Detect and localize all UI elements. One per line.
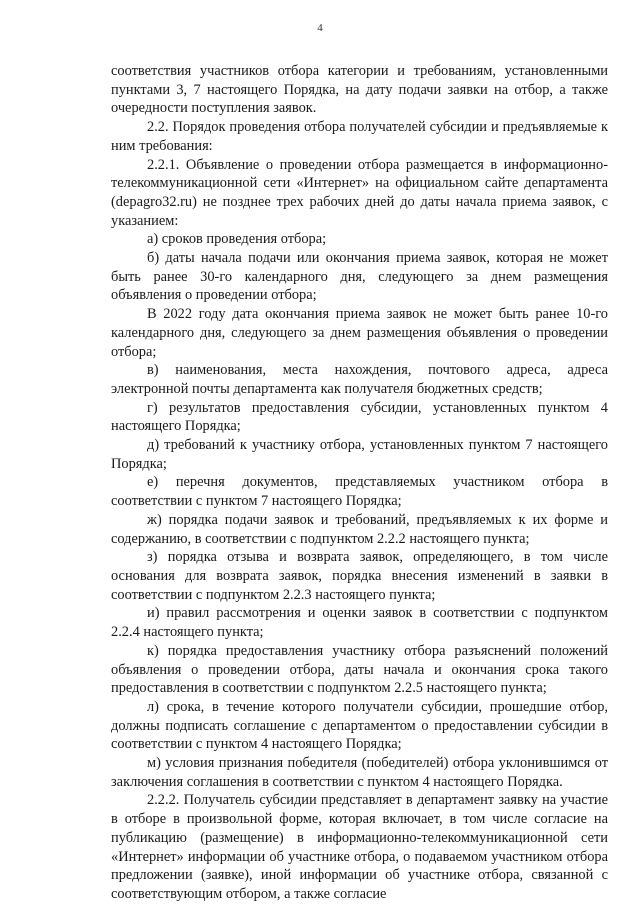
document-body — [111, 62, 608, 904]
paragraph-2-2-1: 2.2.1. Объявление о проведении отбора размещается в информационно-телекоммуникационной сети «Интернет» на официальном сайте департамента (depagro32.ru) не позднее трех рабочих дней до даты начала приема заявок, с указанием: — [111, 156, 608, 229]
list-item-m: м) условия признания победителя (победителей) отбора уклонившимся от заключения соглашения в соответствии с пунктом 4 настоящего Порядка. — [111, 755, 608, 790]
list-item-k: к) порядка предоставления участнику отбора разъяснений положений объявления о проведении отбора, даты начала и окончания срока такого предоставления в соответствии с подпунктом 2.2.5 настоящего пункта; — [111, 642, 608, 697]
list-item-zh: ж) порядка подачи заявок и требований, предъявляемых к их форме и содержанию, в соответствии с подпунктом 2.2.2 настоящего пункта; — [111, 511, 608, 547]
paragraph-2-2-2: 2.2.2. Получатель субсидии представляет в департамент заявку на участие в отборе в произвольной форме, которая включает, в том числе согласие на публикацию (размещение) в информационно-телекоммуникационной сети «Интернет» информации об участнике отбора, о подаваемом участником отбора предложении (заявке), иной информации об участнике отбора, связанной с соответствующим отбором, а также согласие — [111, 792, 608, 902]
page-number: 4 — [317, 22, 323, 34]
list-item-z: з) порядка отзыва и возврата заявок, определяющего, в том числе основания для возврата заявок, порядка внесения изменений в заявки в соответствии с подпунктом 2.2.3 настоящего пункта; — [111, 549, 608, 603]
list-item-a: а) сроков проведения отбора; — [147, 231, 327, 248]
paragraph-continuation: соответствия участников отбора категории и требованиям, установленными пунктами 3, 7 настоящего Порядка, на дату подачи заявки на отбор, а также очередности поступления заявок. — [111, 63, 608, 117]
paragraph-2022-note: В 2022 году дата окончания приема заявок не может быть ранее 10-го календарного дня, следующего за днем размещения объявления о проведении отбора; — [111, 306, 608, 360]
list-item-e: е) перечня документов, представляемых участником отбора в соответствии с пунктом 7 настоящего Порядка; — [111, 474, 608, 510]
list-item-d: д) требований к участнику отбора, установленных пунктом 7 настоящего Порядка; — [111, 437, 608, 472]
list-item-b: б) даты начала подачи или окончания приема заявок, которая не может быть ранее 30-го календарного дня, следующего за днем размещения объявления о проведении отбора; — [111, 250, 608, 304]
list-item-i: и) правил рассмотрения и оценки заявок в соответствии с подпунктом 2.2.4 настоящего пункта; — [111, 605, 608, 641]
list-item-l: л) срока, в течение которого получатели субсидии, прошедшие отбор, должны подписать соглашение с департаментом о предоставлении субсидии в соответствии с пунктом 4 настоящего Порядка; — [111, 698, 608, 753]
list-item-g: г) результатов предоставления субсидии, установленных пунктом 4 настоящего Порядка; — [111, 399, 608, 435]
paragraph-2-2: 2.2. Порядок проведения отбора получателей субсидии и предъявляемые к ним требования: — [111, 119, 608, 154]
list-item-v: в) наименования, места нахождения, почтового адреса, адреса электронной почты департамента как получателя бюджетных средств; — [111, 362, 608, 397]
